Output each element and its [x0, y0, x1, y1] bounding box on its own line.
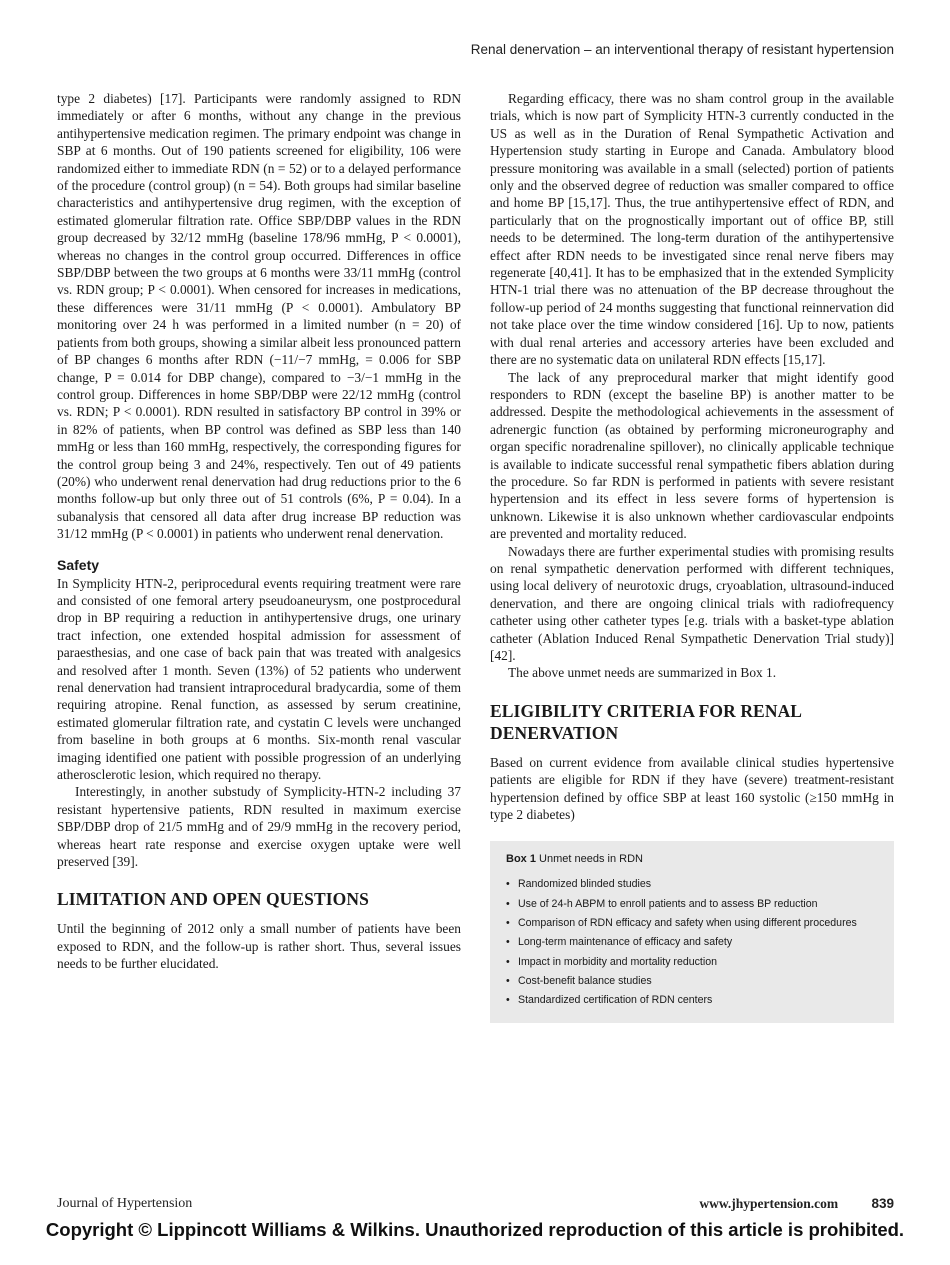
footer-right — [699, 1196, 894, 1212]
unmet-needs-box — [490, 841, 894, 1022]
running-head: Renal denervation – an interventional therapy of resistant hypertension — [470, 42, 894, 57]
page-number: 839 — [871, 1196, 894, 1211]
box-list-item: • Cost-benefit balance studies — [506, 972, 878, 991]
body-paragraph: Until the beginning of 2012 only a small number of patients have been exposed to RDN, and the follow-up is rather short. Thus, several issues needs to be further elucidated. — [57, 921, 461, 972]
body-paragraph: Interestingly, in another substudy of Symplicity-HTN-2 including 37 resistant hypertensive patients, RDN resulted in maximum exercise SBP/DBP drop of 21/5 mmHg and of 29/9 mmHg in the recovery period, whereas heart rate response and exercise oxygen uptake were well preserved [39]. — [57, 784, 461, 870]
box-list-item: • Randomized blinded studies — [506, 875, 878, 894]
body-paragraph: The above unmet needs are summarized in Box 1. — [508, 665, 777, 681]
body-paragraph: In Symplicity HTN-2, periprocedural events requiring treatment were rare and consisted of one femoral artery pseudoaneurysm, one postprocedural drop in BP requiring a reduction in antihypertensive drugs, one urinary tract infection, one extended hospital admission for assessment of paraesthesias, and one case of back pain that was treated with analgesics and resolved after 1 month. Seven (13%) of 52 patients who underwent renal denervation had transient intraprocedural bradycardia, some of them requiring atropine. Renal function, as assessed by serum creatinine, estimated glomerular filtration rate, and cystatin C levels were unchanged from baseline in both groups at 6 months. Six-month renal vascular imaging identified one patient with possible progression of an underlying atherosclerotic lesion, which required no therapy. — [57, 575, 461, 783]
copyright-notice: Copyright © Lippincott Williams & Wilkins. Unauthorized reproduction of this article is prohibited. — [45, 1219, 905, 1240]
limitation-section-heading: LIMITATION AND OPEN QUESTIONS — [57, 889, 369, 910]
body-paragraph: Nowadays there are further experimental studies with promising results on renal sympathetic denervation performed with different techniques, using local delivery of neurotoxic drugs, cryoablation, ultrasound-induced denervation, and there are ongoing clinical trials with radiofrequency catheter using other catheter types [e.g. trials with a basket-type ablation catheter (Ablation Induced Renal Sympathetic Denervation Trial study)] [42]. — [490, 543, 894, 663]
right-column — [490, 90, 894, 1023]
safety-subheading: Safety — [57, 556, 100, 573]
box-title-text: Unmet needs in RDN — [539, 853, 643, 866]
box-list-item: • Long-term maintenance of efficacy and safety — [506, 933, 878, 952]
box-list-item: • Standardized certification of RDN centers — [506, 991, 878, 1010]
box-list — [506, 875, 878, 1010]
footer-journal-name: Journal of Hypertension — [57, 1196, 193, 1211]
body-paragraph: The lack of any preprocedural marker that might identify good responders to RDN (except the baseline BP) is another matter to be addressed. Despite the methodological achievements in the assessment of adrenergic function (as obtained by performing microneurography and organ specific noradrenaline spillover), no clinically applicable technique is available to indicate successful renal sympathetic fibers ablation during the procedure. So far RDN is performed in patients with severe resistant hypertension and its effect in less severe forms of hypertension is unknown. Likewise it is also unknown whether cardiovascular endpoints are prevented and mortality reduced. — [490, 369, 894, 542]
box-label: Box 1 — [506, 853, 536, 866]
eligibility-section-heading: ELIGIBILITY CRITERIA FOR RENAL DENERVATION — [490, 700, 802, 743]
body-paragraph: Regarding efficacy, there was no sham control group in the available trials, which is now part of Symplicity HTN-3 currently conducted in the US as well as in the Duration of Renal Sympathetic Activation and Hypertension study starting in Europe and Canada. Ambulatory blood pressure monitoring was available in a small (selected) portion of patients only and the observed degree of reduction was smaller compared to office and home BP [15,17]. Thus, the true antihypertensive effect of RDN, and particularly that on the prognostically important out of office BP, still needs to be determined. The long-term duration of the antihypertensive effect after RDN needs to be investigated since renal nerve fibers may regenerate [40,41]. It has to be emphasized that in the extended Symplicity HTN-1 trial there was no attenuation of the BP decrease throughout the follow-up period of 24 months suggesting that functional reinnervation did not take place over the time window considered [16]. Up to now, patients with dual renal arteries and accessory arteries have been excluded and there are no systematic data on unilateral RDN effects [15,17]. — [490, 91, 894, 368]
box-title — [506, 853, 878, 865]
body-paragraph: Based on current evidence from available clinical studies hypertensive patients are eligible for RDN if they have (severe) treatment-resistant hypertension defined by office SBP at least 160 systolic (≥150 mmHg in type 2 diabetes) — [490, 754, 894, 823]
box-list-item: • Comparison of RDN efficacy and safety when using different procedures — [506, 914, 878, 933]
body-paragraph: type 2 diabetes) [17]. Participants were randomly assigned to RDN immediately or after 6 months, without any change in the previous antihypertensive medication regimen. The primary endpoint was change in SBP at 6 months. Out of 190 patients screened for eligibility, 106 were randomized either to immediate RDN (n = 52) or to a delayed performance of the procedure (control group) (n = 54). Both groups had similar baseline characteristics and antihypertensive drug regimen, with the exception of estimated glomerular filtration rate. Office SBP/DBP values in the RDN group decreased by 32/12 mmHg (baseline 178/96 mmHg, P < 0.0001), whereas no changes in the control group occurred. Differences in office SBP/DBP between the two groups at 6 months were 33/11 mmHg (control vs. RDN group; P < 0.0001). When censored for increases in medications, these differences were 31/11 mmHg (P < 0.0001). Ambulatory BP monitoring over 24 h was performed in a limited number (n = 20) of patients from both groups, showing a similar albeit less pronounced pattern of BP changes 6 months after RDN (−11/−7 mmHg, = 0.006 for SBP change, P = 0.014 for DBP change), compared to −3/−1 mmHg in the control group. Differences in home SBP/DBP were 22/12 mmHg (control vs. RDN; P < 0.0001). RDN resulted in satisfactory BP control in 39% or in 82% of patients, when BP control was defined as SBP less than 140 mmHg or less than 160 mmHg, respectively, the corresponding figures for the control group being 3 and 24%, respectively. Ten out of 49 patients (20%) who underwent renal denervation had drug reductions prior to the 6 months follow-up but only three out of 51 controls (6%, P = 0.04). In a subanalysis that censored all data after drug increase BP reduction was 31/12 mmHg (P < 0.0001) in patients who underwent renal denervation. — [57, 91, 461, 542]
footer-website: www.jhypertension.com — [699, 1196, 839, 1211]
box-list-item: • Use of 24-h ABPM to enroll patients and to assess BP reduction — [506, 895, 878, 914]
box-list-item: • Impact in morbidity and mortality reduction — [506, 953, 878, 972]
left-column — [57, 90, 461, 973]
